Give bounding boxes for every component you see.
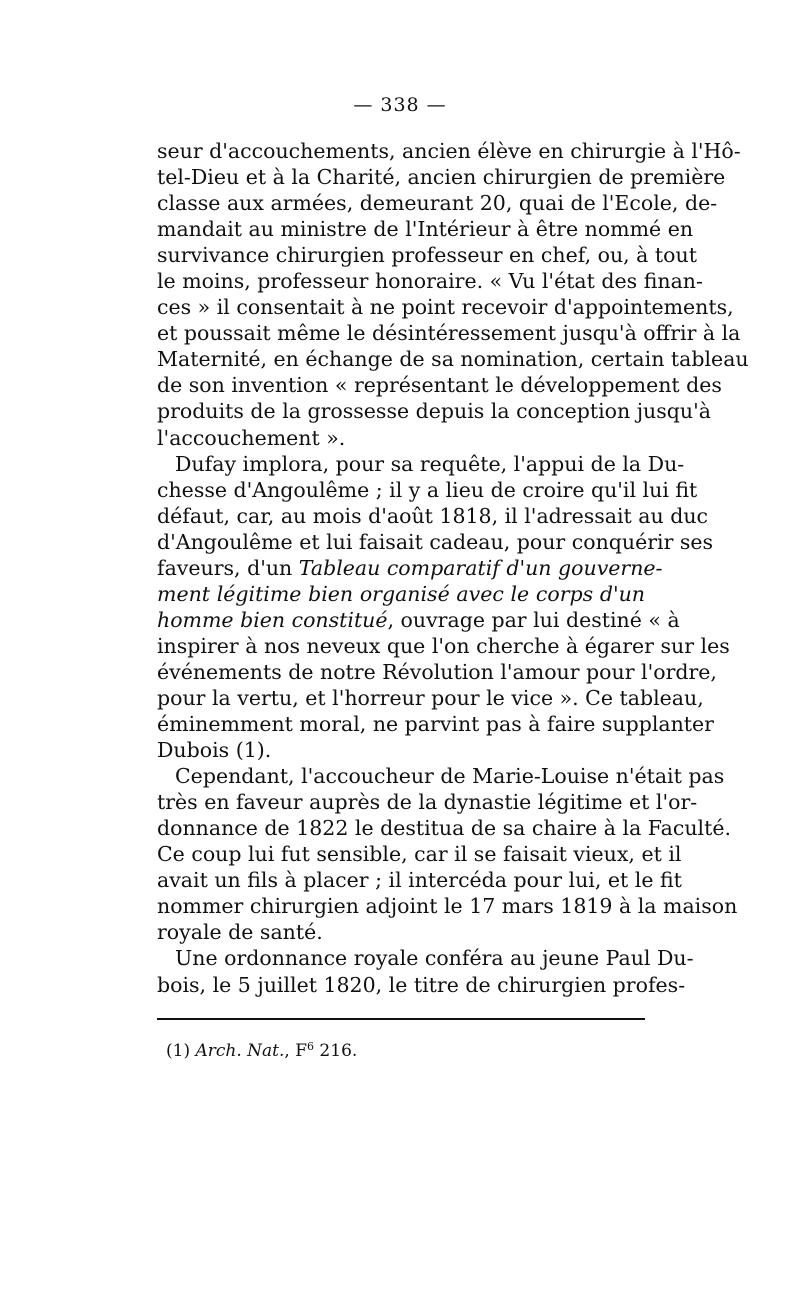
text-line: de son invention « représentant le développement des <box>157 373 722 398</box>
footnote-source: Arch. Nat. <box>195 1041 285 1061</box>
text-line: inspirer à nos neveux que l'on cherche à égarer sur les <box>157 633 730 658</box>
footnote-rest: 216. <box>314 1041 358 1061</box>
text-line: seur d'accouchements, ancien élève en chirurgie à l'Hô- <box>157 139 741 163</box>
text-line: mandait au ministre de l'Intérieur à être nommé en <box>157 217 694 242</box>
text-line: chesse d'Angoulême ; il y a lieu de croire qu'il lui fit <box>157 477 698 502</box>
text-fragment: , ouvrage par lui destiné « à <box>387 607 680 632</box>
text-line: l'accouchement ». <box>157 425 346 450</box>
text-line: Ce coup lui fut sensible, car il se faisait vieux, et il <box>157 842 682 867</box>
text-line: tel-Dieu et à la Charité, ancien chirurgien de première <box>157 165 726 190</box>
text-line: événements de notre Révolution l'amour pour l'ordre, <box>157 659 717 684</box>
text-line: éminemment moral, ne parvint pas à faire supplanter <box>157 712 714 737</box>
italic-title: ment légitime bien organisé avec le corps d'un <box>157 581 645 606</box>
text-line: d'Angoulême et lui faisait cadeau, pour conquérir ses <box>157 529 714 554</box>
text-line <box>157 607 680 633</box>
text-line: nommer chirurgien adjoint le 17 mars 1819 à la maison <box>157 894 738 919</box>
text-line <box>157 581 645 607</box>
text-line: royale de santé. <box>157 920 323 945</box>
text-line: survivance chirurgien professeur en chef, ou, à tout <box>157 243 697 268</box>
text-line: pour la vertu, et l'horreur pour le vice ». Ce tableau, <box>157 685 704 710</box>
text-line: donnance de 1822 le destitua de sa chaire à la Faculté. <box>157 816 731 841</box>
text-line: très en faveur auprès de la dynastie légitime et l'or- <box>157 790 698 815</box>
footnote-marker: (1) <box>166 1041 196 1061</box>
text-line: le moins, professeur honoraire. « Vu l'état des finan- <box>157 269 703 294</box>
text-line: Dubois (1). <box>157 738 272 763</box>
text-line: Cependant, l'accoucheur de Marie-Louise n'était pas <box>175 764 725 789</box>
text-line: produits de la grossesse depuis la conception jusqu'à <box>157 399 711 424</box>
text-line: Une ordonnance royale conféra au jeune Paul Du- <box>175 946 694 971</box>
italic-title: Tableau comparatif d'un gouverne- <box>298 555 663 580</box>
footnote-superscript: 6 <box>307 1040 315 1053</box>
footnote-divider <box>157 1018 645 1020</box>
text-line: avait un fils à placer ; il intercéda pour lui, et le fit <box>157 868 682 893</box>
text-line <box>157 555 663 581</box>
text-line: ces » il consentait à ne point recevoir d'appointements, <box>157 295 734 320</box>
text-line: Dufay implora, pour sa requête, l'appui de la Du- <box>175 451 685 476</box>
text-line: défaut, car, au mois d'août 1818, il l'adressait au duc <box>157 503 709 528</box>
italic-title: homme bien constitué <box>157 607 388 632</box>
text-fragment: faveurs, d'un <box>157 555 299 580</box>
body-text <box>157 138 749 998</box>
footnote-separator: , F <box>284 1041 308 1061</box>
text-line: classe aux armées, demeurant 20, quai de l'Ecole, de- <box>157 191 718 216</box>
text-line: et poussait même le désintéressement jusqu'à offrir à la <box>157 321 741 346</box>
text-line: bois, le 5 juillet 1820, le titre de chirurgien profes- <box>157 972 686 997</box>
page-number: — 338 — <box>353 94 447 116</box>
text-line: Maternité, en échange de sa nomination, certain tableau <box>157 347 749 372</box>
footnote <box>166 1041 357 1061</box>
